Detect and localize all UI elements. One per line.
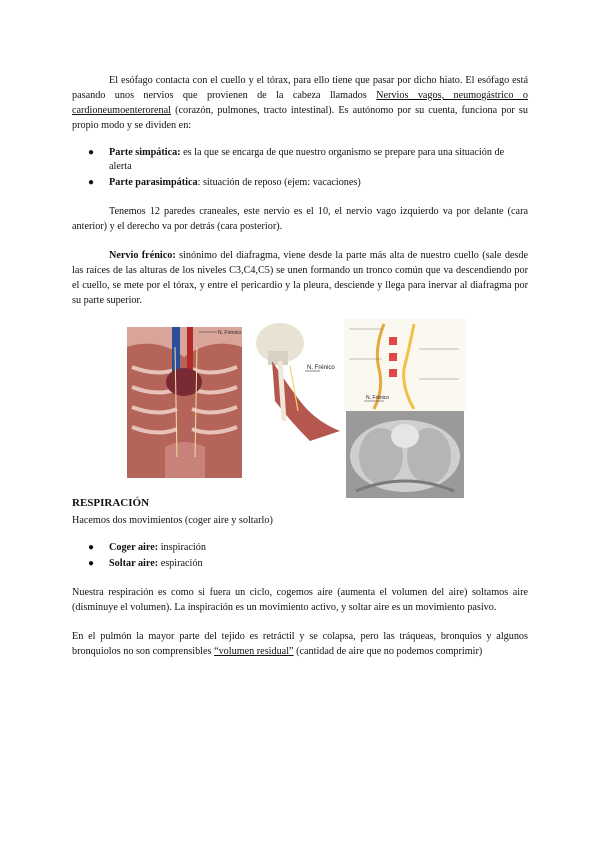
list-desc: : situación de reposo (ejem: vacaciones) bbox=[197, 177, 361, 188]
list-item bbox=[88, 557, 528, 571]
paragraph-text: sinónimo del diafragma, viene desde la parte más alta de nuestro cuello (sale desde las raíces de las alturas de los niveles C3,C4,C5) se unen formando un tronco común que va descendiendo por el cuello, se mete por el tórax, y entre el pericardio y la pleura, desciende y llega para inervar al diafragma por su parte superior. bbox=[72, 250, 529, 306]
paragraph-text: El esófago contacta con el cuello y el tórax, para ello tiene que pasar por dicho hiato. El esófago está pasando unos nervios que provienen de la cabeza llamados bbox=[72, 75, 528, 101]
paragraph-text: (cantidad de aire que no podemos comprimir) bbox=[293, 646, 483, 657]
thorax-anatomy-image bbox=[127, 327, 242, 478]
paragraph-esofago bbox=[72, 73, 528, 133]
phrenic-schematic-image bbox=[344, 319, 466, 411]
underlined-term-nervios-vagos: Nervios vagos, neumogástrico o cardioneumoenterorenal bbox=[72, 90, 529, 116]
underlined-term-volumen-residual: “volumen residual” bbox=[214, 646, 294, 657]
list-desc: inspiración bbox=[158, 542, 206, 553]
list-item bbox=[88, 176, 528, 190]
list-term: Soltar aire: bbox=[109, 558, 159, 569]
list-term: Parte simpática: bbox=[109, 147, 181, 158]
respiracion-intro: Hacemos dos movimientos (coger aire y soltarlo) bbox=[72, 515, 273, 526]
list-item bbox=[88, 146, 528, 174]
bullet-icon: ● bbox=[88, 542, 95, 553]
list-desc: es la que se encarga de que nuestro organismo se prepare para una situación de alerta bbox=[109, 147, 505, 172]
list-term: Parte parasimpática bbox=[109, 177, 198, 188]
paragraph-text: En el pulmón la mayor parte del tejido es retráctil y se colapsa, pero las tráqueas, bronquios y algunos bronquiolos no son comprensibles bbox=[72, 631, 528, 657]
paragraph-ciclo: Nuestra respiración es como si fuera un ciclo, cogemos aire (aumenta el volumen del aire) soltamos aire (disminuye el volumen). La inspiración es un movimiento activo, y soltar aire es un movimiento pasivo. bbox=[72, 587, 528, 613]
list-term: Coger aire: bbox=[109, 542, 159, 553]
paragraph-text: (corazón, pulmones, tracto intestinal). Es autónomo por su cuenta, funciona por su propio modo y se dividen en: bbox=[72, 105, 528, 131]
list-item bbox=[88, 541, 528, 555]
paragraph-nervio-frenico bbox=[72, 248, 528, 308]
bullet-icon: ● bbox=[88, 558, 95, 569]
bullet-icon: ● bbox=[88, 147, 95, 158]
paragraph-pulmon bbox=[72, 629, 528, 659]
diaphragm-image bbox=[346, 411, 464, 498]
list-desc: espiración bbox=[158, 558, 203, 569]
paragraph-term: Nervio frénico: bbox=[109, 250, 176, 261]
bullet-icon: ● bbox=[88, 177, 95, 188]
figure-label: N. Frénico bbox=[366, 395, 390, 401]
neck-anatomy-image bbox=[250, 321, 343, 441]
figure-label: N. Frénico bbox=[307, 365, 335, 371]
figure-label: N. Frénico bbox=[218, 330, 242, 336]
section-heading-respiracion: RESPIRACIÓN bbox=[72, 497, 150, 509]
paragraph-nervio-vago: Tenemos 12 paredes craneales, este nervio es el 10, el nervio vago izquierdo va por delante (cara anterior) y el derecho va por detrás (cara posterior). bbox=[72, 206, 528, 232]
bullet-list-partes bbox=[88, 146, 528, 192]
bullet-list-respiracion bbox=[88, 541, 528, 573]
